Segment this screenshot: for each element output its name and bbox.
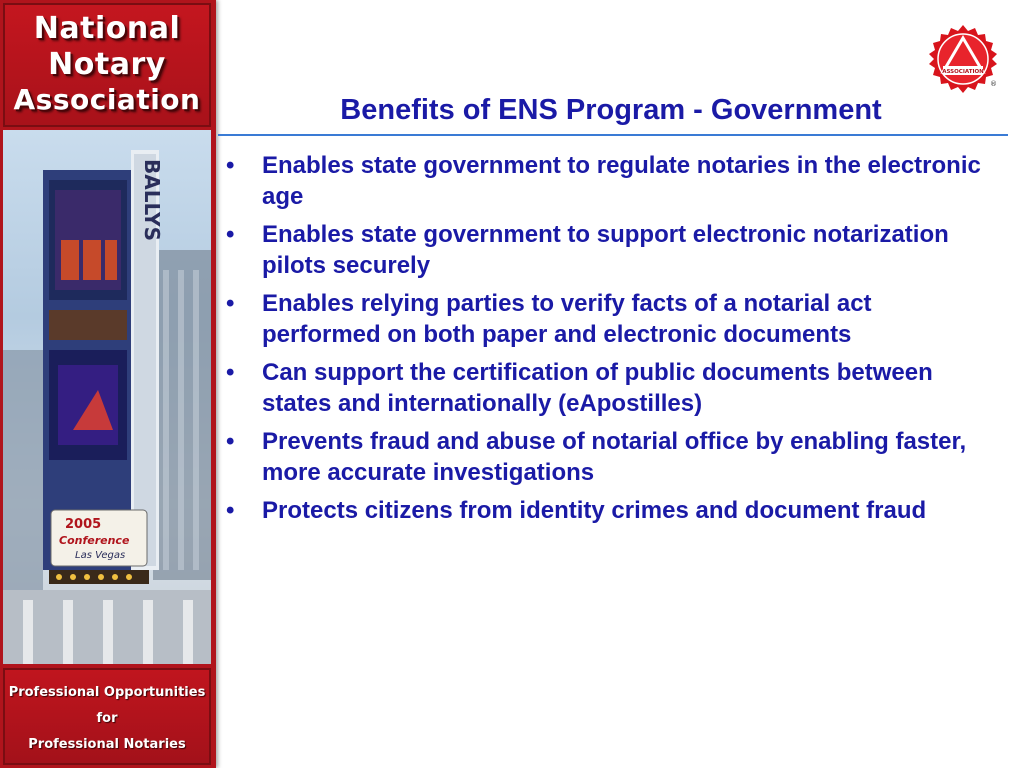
conference-year: 2005 — [65, 517, 102, 532]
bullet-text: Enables relying parties to verify facts of a notarial act performed on both paper and electronic documents — [262, 290, 872, 348]
sidebar — [0, 0, 216, 768]
bullet-item — [226, 426, 996, 488]
tagline-line-2: for — [96, 711, 118, 726]
bullet-item — [226, 150, 996, 212]
conference-label: Conference — [59, 534, 130, 547]
bullet-dot-icon: • — [226, 290, 235, 317]
tagline-line-3: Professional Notaries — [28, 737, 186, 752]
bullet-dot-icon: • — [226, 428, 235, 455]
slide-title: Benefits of ENS Program - Government — [340, 94, 882, 126]
tagline-line-1: Professional Opportunities — [8, 685, 206, 700]
bullet-text: Prevents fraud and abuse of notarial office by enabling faster, more accurate investigations — [262, 428, 967, 486]
bullet-dot-icon: • — [226, 221, 235, 248]
las-vegas-illustration — [3, 130, 211, 664]
bullet-text: Enables state government to support electronic notarization pilots securely — [262, 221, 949, 279]
seal-text: ASSOCIATION — [942, 69, 984, 75]
svg-text:BALLYS: BALLYS — [140, 159, 164, 241]
bullet-item — [226, 357, 996, 419]
bullet-item — [226, 495, 996, 526]
bullet-item — [226, 219, 996, 281]
bullet-text: Enables state government to regulate notaries in the electronic age — [262, 152, 981, 210]
bullet-item — [226, 288, 996, 350]
bullet-text: Protects citizens from identity crimes and document fraud — [262, 497, 927, 524]
tagline-box — [3, 668, 211, 765]
las-vegas-photo — [3, 130, 211, 664]
conference-city: Las Vegas — [75, 550, 126, 561]
logo-line-2: Notary — [48, 47, 166, 82]
bullet-dot-icon: • — [226, 152, 235, 179]
title-divider — [218, 134, 1008, 136]
logo-line-1: National — [33, 11, 181, 46]
registered-mark: ® — [990, 80, 997, 88]
bullet-dot-icon: • — [226, 359, 235, 386]
bullet-list — [226, 150, 996, 533]
bullet-dot-icon: • — [226, 497, 235, 524]
bullet-text: Can support the certification of public documents between states and internationally (eApostilles) — [262, 359, 933, 417]
logo-line-3: Association — [13, 83, 201, 116]
nna-logo — [3, 3, 211, 127]
association-seal-icon — [928, 24, 998, 94]
